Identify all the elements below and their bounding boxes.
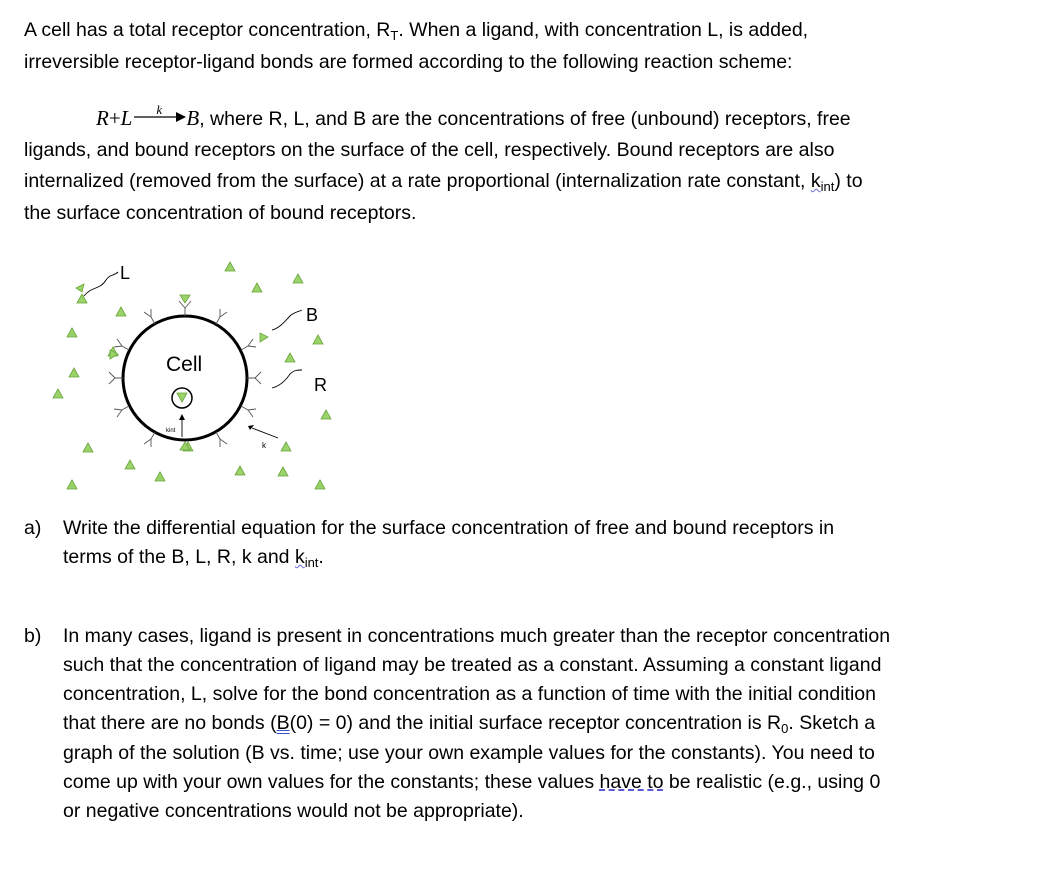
- ligand-triangle: [281, 442, 291, 451]
- scheme-B: B: [186, 106, 200, 130]
- question-b-line-4: [63, 709, 1018, 739]
- ligand-triangle: [285, 353, 295, 362]
- question-a-line-1: Write the differential equation for the surface concentration of free and bound receptors in: [63, 517, 835, 539]
- cell-receptor-diagram: [40, 250, 340, 500]
- receptor: [216, 432, 227, 447]
- intro-line-2: irreversible receptor-ligand bonds are formed according to the following reaction scheme:: [24, 51, 793, 73]
- ligand-triangle: [116, 307, 126, 316]
- receptor: [114, 339, 129, 350]
- label-B: B: [306, 305, 319, 325]
- question-b-line-7: or negative concentrations would not be appropriate).: [63, 800, 524, 822]
- reaction-scheme-line: [24, 103, 1024, 135]
- receptor: [216, 309, 227, 324]
- question-b-text-part: that there are no bonds (: [63, 712, 277, 734]
- question-b-text-part: be realistic (e.g., using 0: [663, 771, 881, 793]
- scheme-line-3: [24, 166, 1024, 198]
- scheme-paragraph: [24, 103, 1024, 229]
- leader-line-R: [272, 370, 302, 388]
- ligand-triangle: [83, 443, 93, 452]
- receptor: [247, 372, 261, 384]
- question-a-text: [63, 514, 1018, 573]
- receptor: [114, 406, 129, 417]
- ligand-triangle: [313, 335, 323, 344]
- kint-term: [295, 546, 318, 568]
- ligand-triangle: [53, 389, 63, 398]
- ligand-triangle: [69, 368, 79, 377]
- question-b-text: [63, 622, 1018, 826]
- subscript-T: T: [390, 28, 399, 43]
- scheme-line-2: ligands, and bound receptors on the surface of the cell, respectively. Bound receptors are also: [24, 139, 835, 161]
- intro-paragraph: [24, 15, 1024, 78]
- ligand-example: [76, 284, 84, 292]
- intro-text: A cell has a total receptor concentration, R: [24, 19, 391, 41]
- receptor: [144, 432, 155, 447]
- receptor: [241, 339, 256, 350]
- question-b-label: b): [24, 625, 42, 647]
- ligand-triangle: [293, 274, 303, 283]
- ligand-triangle: [67, 480, 77, 489]
- cell-label: Cell: [166, 353, 203, 376]
- scheme-text: , where R, L, and B are the concentrations of free (unbound) receptors, free: [199, 108, 851, 130]
- ligand-triangle: [315, 480, 325, 489]
- leader-line-L: [84, 272, 118, 296]
- question-b-text-part: . Sketch a: [788, 712, 876, 734]
- question-b-line-3: concentration, L, solve for the bond concentration as a function of time with the initial condition: [63, 683, 876, 705]
- question-b-line-5: graph of the solution (B vs. time; use your own example values for the constants). You need to: [63, 742, 875, 764]
- ligand-triangle: [235, 466, 245, 475]
- question-a-line-2: [63, 543, 1018, 573]
- ligand-triangle: [77, 294, 87, 303]
- question-b-line-6: [63, 768, 1018, 797]
- arrow-head: [179, 414, 185, 420]
- question-b-line-2: such that the concentration of ligand may be treated as a constant. Assuming a constant ligand: [63, 654, 882, 676]
- kint-term: [811, 170, 834, 192]
- intro-text: . When a ligand, with concentration L, is added,: [398, 19, 809, 41]
- ligand-triangle: [252, 283, 262, 292]
- ligand-triangle: [225, 262, 235, 271]
- internalized-ligand: [177, 393, 187, 402]
- period: .: [318, 546, 324, 568]
- k-letter: k: [810, 170, 821, 192]
- k-label: k: [262, 441, 266, 450]
- scheme-R: R: [96, 106, 109, 130]
- underlined-B: B: [276, 712, 290, 734]
- question-a-text-part: terms of the B, L, R, k and: [63, 546, 295, 568]
- ligand-triangle: [67, 328, 77, 337]
- cell-membrane: [123, 316, 247, 440]
- receptor: [109, 372, 123, 384]
- receptor: [241, 406, 256, 417]
- intro-line-1: [24, 15, 1024, 47]
- scheme-text: ) to: [834, 170, 863, 192]
- question-b-line-1: In many cases, ligand is present in concentrations much greater than the receptor concentration: [63, 625, 891, 647]
- arrow-right-icon: [132, 107, 186, 127]
- question-a-label: a): [24, 517, 42, 539]
- kint-label: kint: [166, 428, 176, 434]
- ligand-triangle: [125, 460, 135, 469]
- scheme-line-4: the surface concentration of bound receptors.: [24, 202, 417, 224]
- label-L: L: [120, 263, 131, 283]
- int-subscript: int: [304, 555, 319, 570]
- receptor: [144, 309, 155, 324]
- k-letter: k: [294, 546, 305, 568]
- subscript-0: 0: [781, 721, 789, 736]
- question-b-text-part: (0) = 0) and the initial surface receptor concentration is R: [289, 712, 782, 734]
- int-subscript: int: [820, 179, 835, 194]
- scheme-plus: +: [108, 106, 121, 130]
- binding-arrow-icon: [252, 428, 278, 438]
- scheme-L: L: [120, 106, 133, 130]
- bound-ligand: [180, 295, 190, 303]
- reaction-arrow: [132, 102, 186, 127]
- arrow-head: [248, 425, 254, 430]
- ligand-triangle: [155, 472, 165, 481]
- rate-constant-k: k: [156, 102, 163, 117]
- emphasis-have-to: have to: [599, 771, 664, 793]
- bound-ligand: [260, 333, 268, 342]
- scheme-text: internalized (removed from the surface) at a rate proportional (internalization rate constant,: [24, 170, 811, 192]
- label-R: R: [314, 375, 327, 395]
- ligand-triangle: [278, 467, 288, 476]
- leader-line-B: [272, 310, 302, 330]
- question-b-text-part: come up with your own values for the constants; these values: [63, 771, 600, 793]
- ligand-triangle: [321, 410, 331, 419]
